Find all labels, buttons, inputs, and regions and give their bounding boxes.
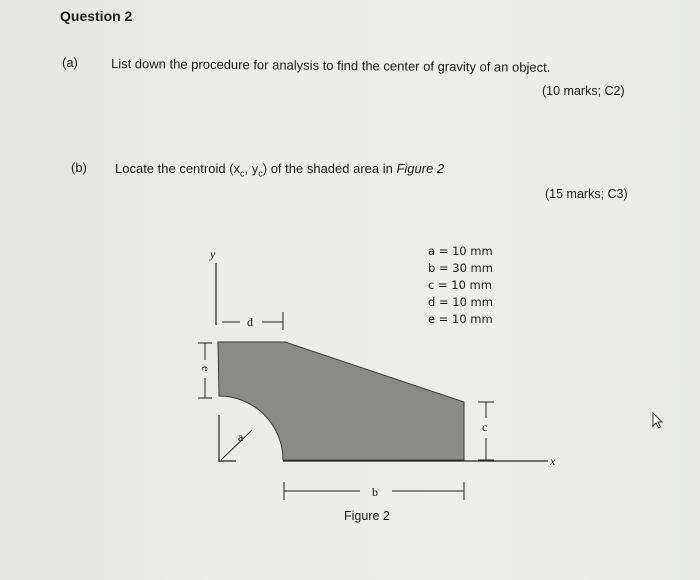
question-title: Question 2 (60, 8, 133, 24)
part-b-text-mid: , y (244, 161, 259, 176)
given-c: c = 10 mm (428, 278, 492, 292)
shaded-area (218, 342, 464, 460)
y-axis-label: y (210, 247, 216, 261)
b-label: b (372, 485, 378, 499)
part-b-figure-ref: Figure 2 (396, 161, 445, 176)
given-d: d = 10 mm (428, 295, 493, 309)
part-b-text-prefix: Locate the centroid (x (115, 161, 241, 176)
a-label: a (238, 430, 244, 444)
given-e: e = 10 mm (428, 312, 493, 326)
x-axis-label: x (550, 454, 556, 468)
part-b-sub-1: c (240, 168, 245, 179)
part-a-text: List down the procedure for analysis to find the center of gravity of an object. (110, 56, 551, 75)
given-b: b = 30 mm (428, 261, 493, 275)
given-a: a = 10 mm (428, 244, 493, 258)
given-values (428, 244, 493, 326)
part-b-sub-2: c (258, 168, 263, 179)
d-label: d (247, 315, 253, 329)
figure-caption: Figure 2 (344, 509, 390, 523)
part-a-label: (a) (62, 55, 78, 70)
e-label: e (199, 366, 213, 372)
part-b-text-suffix: ) of the shaded area in (262, 161, 397, 176)
part-a-marks: (10 marks; C2) (542, 84, 625, 98)
part-b-marks: (15 marks; C3) (545, 187, 628, 201)
radius-a-line (221, 430, 252, 460)
part-b-label: (b) (71, 160, 87, 175)
c-label: c (482, 420, 488, 434)
